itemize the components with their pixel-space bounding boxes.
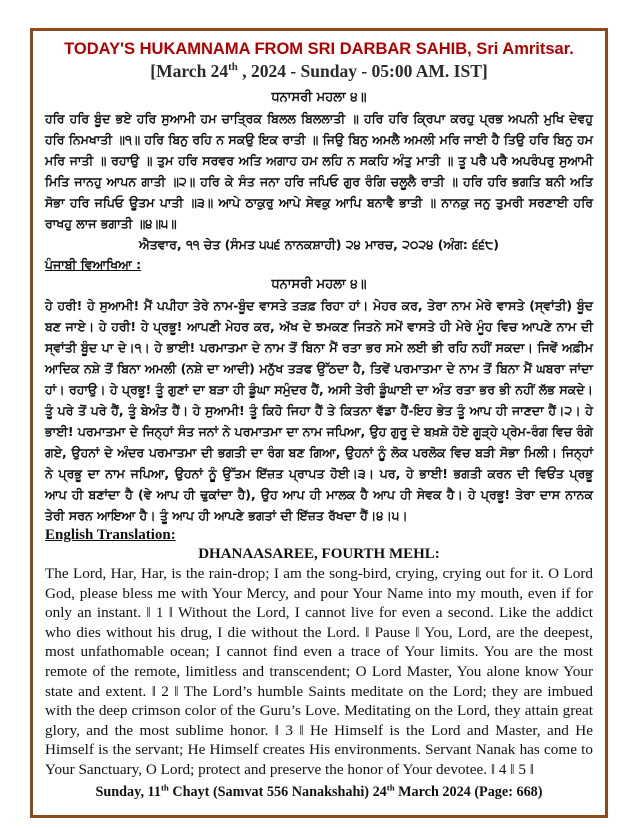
english-heading: DHANAASAREE, FOURTH MEHL: xyxy=(198,546,440,562)
date-rest: , 2024 - Sunday - 05:00 AM. IST] xyxy=(237,61,488,81)
punjabi-heading: ਧਨਾਸਰੀ ਮਹਲਾ ੪॥ xyxy=(271,277,367,292)
footer-part2: Chayt (Samvat 556 Nanakshahi) 24 xyxy=(168,783,387,800)
hukamnama-page xyxy=(30,28,608,818)
page-content xyxy=(45,39,593,802)
footer-date-line xyxy=(45,782,593,802)
date-time-line xyxy=(45,60,593,82)
page-title: TODAY'S HUKAMNAMA FROM SRI DARBAR SAHIB, Sri Amritsar. xyxy=(64,40,574,58)
english-translation: The Lord, Har, Har, is the rain-drop; I am the song-bird, crying, crying out for it. O Lord God, please bless me with Your Mercy, and pour Your Name into my mouth, even if for only an instant. ‖ 1 ‖ Without the Lord, I cannot live for even a second. Like the addict who dies without his drug, I die without the Lord. ‖ Pause ‖ You, Lord, are the deepest, most unfathomable ocean; I cannot find even a trace of Your limits. You are the most remote of the remote, limitless and transcendent; O Lord Master, You alone know Your state and extent. ‖ 2 ‖ The Lord’s humble Saints meditate on the Lord; they are imbued with the deep crimson color of the Guru’s Love. Meditating on the Lord, they attain great glory, and the most sublime honor. ‖ 3 ‖ He Himself is the Lord and Master, and He Himself is the servant; He Himself creates His environments. Servant Nanak has come to Your Sanctuary, O Lord; protect and preserve the honor of Your devotee. ‖ 4 ‖ 5 ‖ xyxy=(45,565,593,778)
footer-sup2: th xyxy=(386,781,395,792)
gurmukhi-verse: ਹਰਿ ਹਰਿ ਬੂੰਦ ਭਏ ਹਰਿ ਸੁਆਮੀ ਹਮ ਚਾਤ੍ਰਿਕ ਬਿਲਲ ਬਿਲਲਾਤੀ ॥ ਹਰਿ ਹਰਿ ਕ੍ਰਿਪਾ ਕਰਹੁ ਪ੍ਰਭ ਅਪਨੀ ਮੁਖਿ ਦੇਵਹੁ ਹਰਿ ਨਿਮਖਾਤੀ ॥੧॥ ਹਰਿ ਬਿਨੁ ਰਹਿ ਨ ਸਕਉ ਇਕ ਰਾਤੀ ॥ ਜਿਉ ਬਿਨੁ ਅਮਲੈ ਅਮਲੀ ਮਰਿ ਜਾਈ ਹੈ ਤਿਉ ਹਰਿ ਬਿਨੁ ਹਮ ਮਰਿ ਜਾਤੀ ॥ ਰਹਾਉ ॥ ਤੁਮ ਹਰਿ ਸਰਵਰ ਅਤਿ ਅਗਾਹ ਹਮ ਲਹਿ ਨ ਸਕਹਿ ਅੰਤੁ ਮਾਤੀ ॥ ਤੂ ਪਰੈ ਪਰੈ ਅਪਰੰਪਰੁ ਸੁਆਮੀ ਮਿਤਿ ਜਾਨਹੁ ਆਪਨ ਗਾਤੀ ॥੨॥ ਹਰਿ ਕੇ ਸੰਤ ਜਨਾ ਹਰਿ ਜਪਿਓ ਗੁਰ ਰੰਗਿ ਚਲੂਲੈ ਰਾਤੀ ॥ ਹਰਿ ਹਰਿ ਭਗਤਿ ਬਨੀ ਅਤਿ ਸੋਭਾ ਹਰਿ ਜਪਿਓ ਊਤਮ ਪਾਤੀ ॥੩॥ ਆਪੇ ਠਾਕੁਰੁ ਆਪੇ ਸੇਵਕੁ ਆਪਿ ਬਨਾਵੈ ਭਾਤੀ ॥ ਨਾਨਕੁ ਜਨੁ ਤੁਮਰੀ ਸਰਣਾਈ ਹਰਿ ਰਾਖਹੁ ਲਾਜ ਭਗਾਤੀ ॥੪॥੫॥ xyxy=(45,111,593,231)
footer-part1: Sunday, 11 xyxy=(95,783,161,800)
footer-sup1: th xyxy=(160,781,169,792)
date-suffix-sup: th xyxy=(228,61,238,74)
gurmukhi-date-line: ਐਤਵਾਰ, ੧੧ ਚੇਤ (ਸੰਮਤ ੫੫੬ ਨਾਨਕਸ਼ਾਹੀ) ੨੪ ਮਾਰਚ, ੨੦੨੪ (ਅੰਗ: ੬੬੮) xyxy=(139,237,499,252)
english-label: English Translation: xyxy=(45,527,176,543)
gurmukhi-heading: ਧਨਾਸਰੀ ਮਹਲਾ ੪॥ xyxy=(271,90,367,105)
punjabi-explanation: ਹੇ ਹਰੀ! ਹੇ ਸੁਆਮੀ! ਮੈਂ ਪਪੀਹਾ ਤੇਰੇ ਨਾਮ-ਬੂੰਦ ਵਾਸਤੇ ਤੜਫ਼ ਰਿਹਾ ਹਾਂ। ਮੇਹਰ ਕਰ, ਤੇਰਾ ਨਾਮ ਮੇਰੇ ਵਾਸਤੇ (ਸ੍ਵਾਂਤੀ) ਬੂੰਦ ਬਣ ਜਾਏ। ਹੇ ਹਰੀ! ਹੇ ਪ੍ਰਭੂ! ਆਪਣੀ ਮੇਹਰ ਕਰ, ਅੱਖ ਦੇ ਝਮਕਣ ਜਿਤਨੇ ਸਮੇਂ ਵਾਸਤੇ ਹੀ ਮੇਰੇ ਮੂੰਹ ਵਿਚ ਆਪਣੇ ਨਾਮ ਦੀ ਸ੍ਵਾਂਤੀ ਬੂੰਦ ਪਾ ਦੇ।੧। ਹੇ ਭਾਈ! ਪਰਮਾਤਮਾ ਦੇ ਨਾਮ ਤੋਂ ਬਿਨਾ ਮੈਂ ਰਤਾ ਭਰ ਸਮੇ ਲਈ ਭੀ ਰਹਿ ਨਹੀਂ ਸਕਦਾ। ਜਿਵੇਂ ਅਫ਼ੀਮ ਆਦਿਕ ਨਸ਼ੇ ਤੋਂ ਬਿਨਾ ਅਮਲੀ (ਨਸ਼ੇ ਦਾ ਆਦੀ) ਮਨੁੱਖ ਤੜਫ ਉੱਠਦਾ ਹੈ, ਤਿਵੇਂ ਪਰਮਾਤਮਾ ਦੇ ਨਾਮ ਤੋਂ ਬਿਨਾ ਮੈਂ ਘਬਰਾ ਜਾਂਦਾ ਹਾਂ। ਰਹਾਉ। ਹੇ ਪ੍ਰਭੂ! ਤੂੰ ਗੁਣਾਂ ਦਾ ਬੜਾ ਹੀ ਡੂੰਘਾ ਸਮੁੰਦਰ ਹੈਂ, ਅਸੀ ਤੇਰੀ ਡੂੰਘਾਈ ਦਾ ਅੰਤ ਰਤਾ ਭਰ ਭੀ ਨਹੀਂ ਲੱਭ ਸਕਦੇ। ਤੂੰ ਪਰੇ ਤੋਂ ਪਰੇ ਹੈਂ, ਤੂੰ ਬੇਅੰਤ ਹੈਂ। ਹੇ ਸੁਆਮੀ! ਤੂੰ ਕਿਹੋ ਜਿਹਾ ਹੈਂ ਤੇ ਕਿਤਨਾ ਵੱਡਾ ਹੈਂ-ਇਹ ਭੇਤ ਤੂੰ ਆਪ ਹੀ ਜਾਣਦਾ ਹੈਂ।੨। ਹੇ ਭਾਈ! ਪਰਮਾਤਮਾ ਦੇ ਜਿਨ੍ਹਾਂ ਸੰਤ ਜਨਾਂ ਨੇ ਪਰਮਾਤਮਾ ਦਾ ਨਾਮ ਜਪਿਆ, ਉਹ ਗੁਰੂ ਦੇ ਬਖ਼ਸ਼ੇ ਹੋਏ ਗੂੜ੍ਹੇ ਪ੍ਰੇਮ-ਰੰਗ ਵਿਚ ਰੰਗੇ ਗਏ, ਉਹਨਾਂ ਦੇ ਅੰਦਰ ਪਰਮਾਤਮਾ ਦੀ ਭਗਤੀ ਦਾ ਰੰਗ ਬਣ ਗਿਆ, ਉਹਨਾਂ ਨੂੰ ਲੋਕ ਪਰਲੋਕ ਵਿਚ ਬੜੀ ਸੋਭਾ ਮਿਲੀ। ਜਿਨ੍ਹਾਂ ਨੇ ਪ੍ਰਭੂ ਦਾ ਨਾਮ ਜਪਿਆ, ਉਹਨਾਂ ਨੂੰ ਉੱਤਮ ਇੱਜ਼ਤ ਪ੍ਰਾਪਤ ਹੋਈ।੩। ਪਰ, ਹੇ ਭਾਈ! ਭਗਤੀ ਕਰਨ ਦੀ ਵਿਓਂਤ ਪ੍ਰਭੂ ਆਪ ਹੀ ਬਣਾਂਦਾ ਹੈ (ਵੇ ਆਪ ਹੀ ਢੁਕਾਂਦਾ ਹੈ), ਉਹ ਆਪ ਹੀ ਮਾਲਕ ਹੈ ਆਪ ਹੀ ਸੇਵਕ ਹੈ। ਹੇ ਪ੍ਰਭੂ! ਤੇਰਾ ਦਾਸ ਨਾਨਕ ਤੇਰੀ ਸਰਨ ਆਇਆ ਹੈ। ਤੂੰ ਆਪ ਹੀ ਆਪਣੇ ਭਗਤਾਂ ਦੀ ਇੱਜ਼ਤ ਰੱਖਦਾ ਹੈਂ।੪।੫। xyxy=(45,298,593,523)
footer-part3: March 2024 (Page: 668) xyxy=(394,783,543,800)
punjabi-label: ਪੰਜਾਬੀ ਵਿਆਖਿਆ : xyxy=(45,257,142,272)
date-prefix: [March 24 xyxy=(150,61,229,81)
